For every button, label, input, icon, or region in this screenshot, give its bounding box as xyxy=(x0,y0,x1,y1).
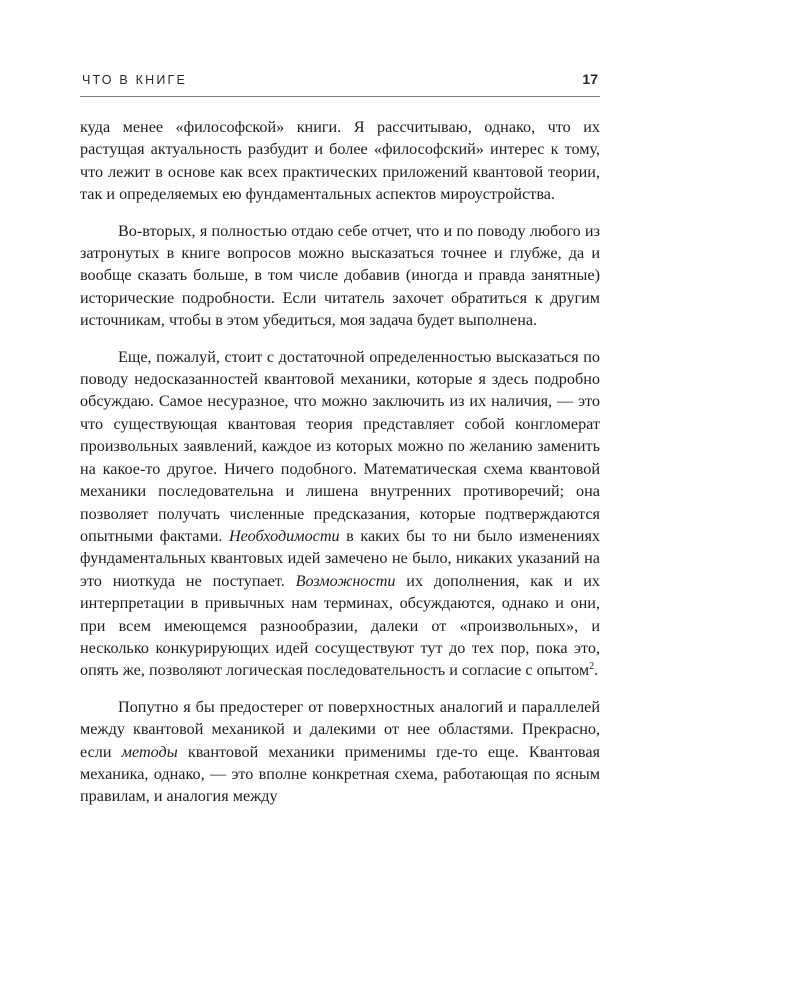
page-number: 17 xyxy=(582,71,598,87)
paragraph-4 xyxy=(80,696,600,808)
paragraph-4-text-2: квантовой механики применимы где-то еще. Квантовая механика, однако, — это вполне конкретная схема, работающая по ясным правилам, и аналогия между xyxy=(80,742,600,806)
paragraph-3-emphasis-2: Возможности xyxy=(295,571,396,590)
body-text xyxy=(80,116,600,822)
running-header xyxy=(80,70,600,92)
paragraph-3-text-1: Еще, пожалуй, стоит с достаточной определенностью высказаться по поводу недосказанностей квантовой механики, которые я здесь подробно обсуждаю. Самое несуразное, что можно заключить из их наличия, — это что существующая квантовая теория представляет собой конгломерат произвольных заявлений, каждое из которых можно по желанию заменить на какое-то другое. Ничего подобного. Математическая схема квантовой механики последовательна и лишена внутренних противоречий; она позволяет получать численные предсказания, которые подтверждаются опытными фактами. xyxy=(80,347,600,545)
paragraph-4-text-1: Попутно я бы предостерег от поверхностных аналогий и параллелей между квантовой механикой и далекими от нее областями. Прекрасно, если xyxy=(80,697,600,761)
paragraph-3-text-2: в каких бы то ни было изменениях фундаментальных квантовых идей замечено не было, никаких указаний на это ниоткуда не поступает. xyxy=(80,526,600,590)
paragraph-2: Во-вторых, я полностью отдаю себе отчет, что и по поводу любого из затронутых в книге вопросов можно высказаться точнее и глубже, да и вообще сказать больше, в том числе добавив (иногда и правда занятные) исторические подробности. Если читатель захочет обратиться к другим источникам, чтобы в этом убедиться, моя задача будет выполнена. xyxy=(80,221,600,330)
paragraph-4-emphasis-1: методы xyxy=(121,742,178,761)
paragraph-3-text-3: их дополнения, как и их интерпретации в привычных нам терминах, обсуждаются, однако и они, при всем имеющемся разнообразии, далеки от «произвольных», и несколько конкурирующих идей сосуществуют тут до тех пор, пока это, опять же, позволяют логическая последовательность и согласие с опытом xyxy=(80,571,600,680)
footnote-reference[interactable]: 2 xyxy=(589,661,595,673)
paragraph-1: куда менее «философской» книги. Я рассчитываю, однако, что их растущая актуальность разбудит и более «философский» интерес к тому, что лежит в основе как всех практических приложений квантовой теории, так и определяемых ею фундаментальных аспектов мироустройства. xyxy=(80,118,600,204)
running-title: ЧТО В КНИГЕ xyxy=(82,73,188,87)
paragraph-3-emphasis-1: Необходимости xyxy=(228,526,340,545)
paragraph-3 xyxy=(80,346,600,682)
header-divider xyxy=(80,96,600,97)
paragraph-3-text-4: . xyxy=(594,661,599,680)
